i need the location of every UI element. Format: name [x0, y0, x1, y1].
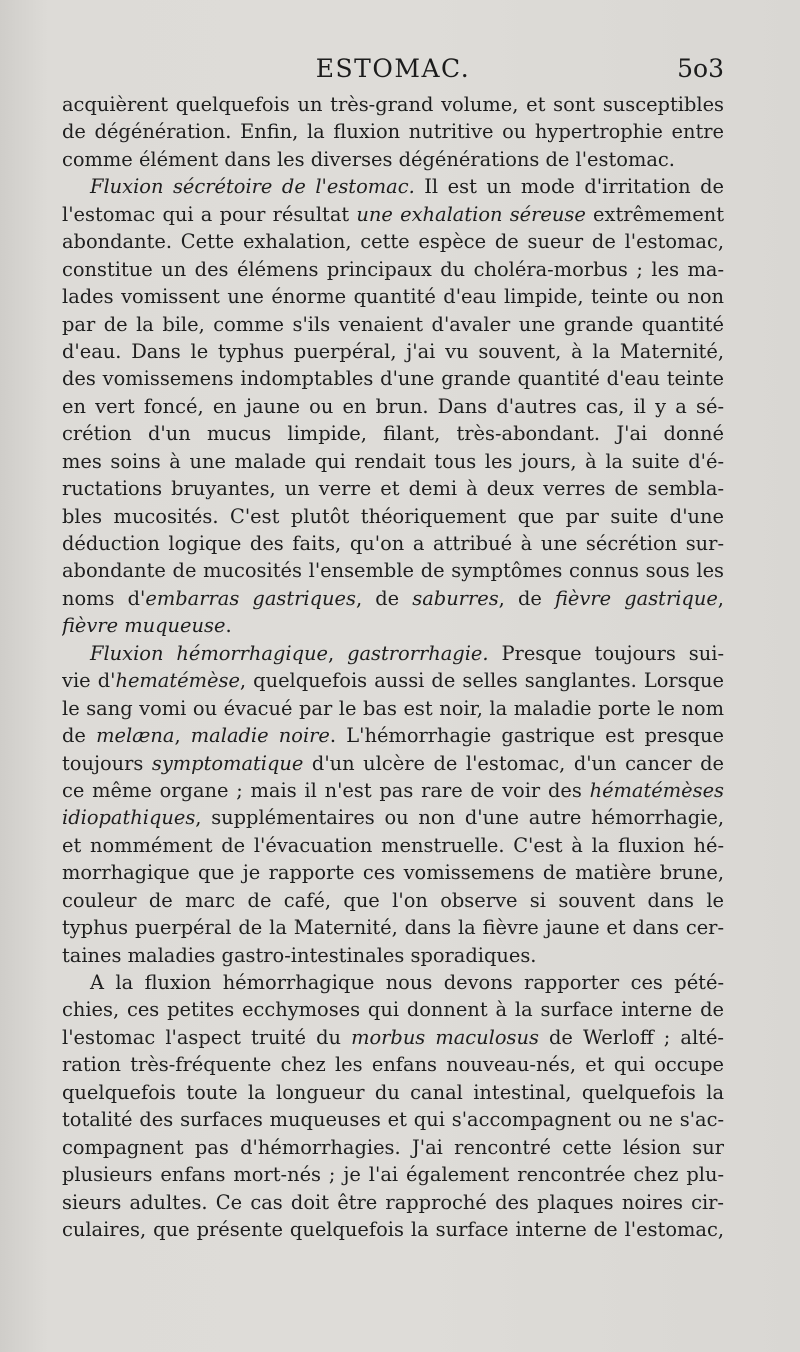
text-line	[62, 146, 724, 173]
text-line	[62, 969, 724, 996]
text-segment: ructations bruyantes, un verre et demi à deux verres de sembla-	[62, 477, 724, 501]
text-line	[62, 311, 724, 338]
text-segment: Presque toujours sui-	[488, 641, 724, 665]
text-segment: , supplémentaires ou non d'une autre hémorrhagie,	[195, 806, 724, 830]
text-segment: ce même organe ; mais il n'est pas rare de voir des	[62, 778, 590, 802]
text-line	[62, 996, 724, 1023]
text-line	[62, 1051, 724, 1078]
italic-text: symptomatique	[151, 751, 304, 775]
text-line	[62, 393, 724, 420]
text-segment: , de	[498, 586, 555, 610]
text-segment: taines maladies gastro-intestinales sporadiques.	[62, 943, 537, 967]
text-line	[62, 1024, 724, 1051]
text-segment: l'estomac l'aspect truité du	[62, 1025, 352, 1049]
text-segment: . L'hémorrhagie gastrique est presque	[329, 724, 724, 748]
text-segment: de dégénération. Enfin, la fluxion nutritive ou hypertrophie entre	[62, 120, 724, 144]
italic-text: saburres	[412, 586, 499, 610]
text-line	[62, 1189, 724, 1216]
text-segment: constitue un des élémens principaux du choléra-morbus ; les ma-	[62, 257, 724, 281]
running-title: ESTOMAC.	[315, 54, 471, 83]
text-segment: , quelquefois aussi de selles sanglantes. Lorsque	[239, 669, 724, 693]
text-segment: ,	[327, 641, 348, 665]
text-segment: totalité des surfaces muqueuses et qui s'accompagnent ou ne s'ac-	[62, 1108, 724, 1132]
text-segment: déduction logique des faits, qu'on a attribué à une sécrétion sur-	[62, 532, 724, 555]
text-segment: ,	[174, 724, 191, 748]
text-segment: ration très-fréquente chez les enfans nouveau-nés, et qui occupe	[62, 1053, 724, 1077]
italic-text: hematémèse	[115, 669, 240, 693]
text-segment: bles mucosités. C'est plutôt théoriquement que par suite d'une	[62, 504, 724, 528]
text-line	[62, 365, 724, 392]
text-line	[62, 530, 724, 557]
text-line	[62, 448, 724, 475]
text-segment: d'eau. Dans le typhus puerpéral, j'ai vu souvent, à la Maternité,	[62, 339, 724, 363]
text-line	[62, 722, 724, 749]
italic-text: embarras gastriques	[145, 586, 356, 610]
text-line	[62, 585, 724, 612]
text-segment: compagnent pas d'hémorrhagies. J'ai rencontré cette lésion sur	[62, 1135, 724, 1159]
text-segment: par de la bile, comme s'ils venaient d'avaler une grande quantité	[62, 312, 724, 336]
text-segment: , de	[355, 586, 413, 610]
text-line	[62, 420, 724, 447]
text-segment: toujours	[62, 751, 152, 775]
text-line	[62, 283, 724, 310]
text-segment: de	[62, 724, 97, 748]
text-line	[62, 804, 724, 831]
text-line	[62, 1134, 724, 1161]
text-segment: morrhagique que je rapporte ces vomissemens de matière brune,	[62, 861, 724, 885]
text-line	[62, 557, 724, 584]
italic-text: morbus maculosus	[351, 1025, 539, 1049]
text-segment: lades vomissent une énorme quantité d'eau limpide, teinte ou non	[62, 285, 724, 309]
italic-text: fièvre muqueuse	[62, 614, 226, 638]
text-line	[62, 887, 724, 914]
text-segment: plusieurs enfans mort-nés ; je l'ai également rencontrée chez plu-	[62, 1163, 724, 1187]
text-line	[62, 173, 724, 200]
text-segment: culaires, que présente quelquefois la surface interne de l'estomac,	[62, 1217, 724, 1241]
text-line	[62, 338, 724, 365]
text-segment: l'estomac qui a pour résultat	[62, 202, 357, 226]
text-segment: de Werloff ; alté-	[538, 1025, 724, 1049]
text-segment: le sang vomi ou évacué par le bas est noir, la maladie porte le nom	[62, 696, 724, 720]
text-line	[62, 1079, 724, 1106]
text-line	[62, 1106, 724, 1133]
text-segment: des vomissemens indomptables d'une grande quantité d'eau teinte	[62, 367, 724, 391]
text-segment: d'un ulcère de l'estomac, d'un cancer de	[303, 751, 724, 775]
text-segment: A la fluxion hémorrhagique nous devons rapporter ces pété-	[90, 971, 724, 994]
text-line	[62, 667, 724, 694]
text-line	[62, 503, 724, 530]
italic-text: gastrorrhagie.	[347, 641, 489, 665]
italic-text: fièvre gastrique	[554, 586, 718, 610]
text-segment: ,	[717, 586, 724, 610]
text-line	[62, 777, 724, 804]
text-segment: chies, ces petites ecchymoses qui donnent à la surface interne de	[62, 998, 724, 1022]
italic-text: Fluxion sécrétoire de l'estomac.	[90, 175, 415, 199]
text-line	[62, 256, 724, 283]
text-segment: vie d'	[62, 669, 116, 693]
italic-text: melæna	[96, 724, 175, 748]
text-line	[62, 228, 724, 255]
text-segment: crétion d'un mucus limpide, filant, très-abondant. J'ai donné	[62, 422, 724, 446]
italic-text: idiopathiques	[62, 806, 196, 830]
text-line	[62, 201, 724, 228]
text-line	[62, 118, 724, 145]
text-segment: sieurs adultes. Ce cas doit être rapproché des plaques noires cir-	[62, 1190, 724, 1214]
text-segment: et nommément de l'évacuation menstruelle. C'est à la fluxion hé-	[62, 833, 724, 857]
page-number: 5o3	[677, 54, 724, 83]
text-segment: noms d'	[62, 586, 146, 610]
text-segment: Il est un mode d'irritation de	[414, 175, 724, 199]
text-line	[62, 914, 724, 941]
text-line	[62, 91, 724, 118]
text-line	[62, 1216, 724, 1243]
text-line	[62, 1161, 724, 1188]
text-line	[62, 750, 724, 777]
text-line	[62, 640, 724, 667]
text-segment: acquièrent quelquefois un très-grand volume, et sont susceptibles	[62, 93, 724, 116]
text-segment: quelquefois toute la longueur du canal intestinal, quelquefois la	[62, 1080, 724, 1104]
text-line	[62, 942, 724, 969]
text-segment: couleur de marc de café, que l'on observe si souvent dans le	[62, 888, 724, 912]
text-line	[62, 695, 724, 722]
italic-text: une exhalation séreuse	[356, 202, 586, 226]
text-segment: comme élément dans les diverses dégénérations de l'estomac.	[62, 147, 675, 171]
text-segment: abondante de mucosités l'ensemble de symptômes connus sous les	[62, 559, 724, 583]
text-line	[62, 475, 724, 502]
text-segment: extrêmement	[585, 202, 724, 226]
text-segment: .	[225, 614, 232, 638]
text-segment: mes soins à une malade qui rendait tous les jours, à la suite d'é-	[62, 449, 724, 473]
body-text	[62, 91, 724, 1243]
text-line	[62, 832, 724, 859]
text-line	[62, 612, 724, 639]
text-segment: typhus puerpéral de la Maternité, dans la fièvre jaune et dans cer-	[62, 916, 724, 940]
text-segment: abondante. Cette exhalation, cette espèce de sueur de l'estomac,	[62, 230, 724, 254]
text-segment: en vert foncé, en jaune ou en brun. Dans d'autres cas, il y a sé-	[62, 394, 724, 418]
text-line	[62, 859, 724, 886]
italic-text: maladie noire	[190, 724, 330, 748]
italic-text: Fluxion hémorrhagique	[90, 641, 328, 665]
italic-text: hématémèses	[589, 778, 724, 802]
page-header	[62, 48, 724, 88]
